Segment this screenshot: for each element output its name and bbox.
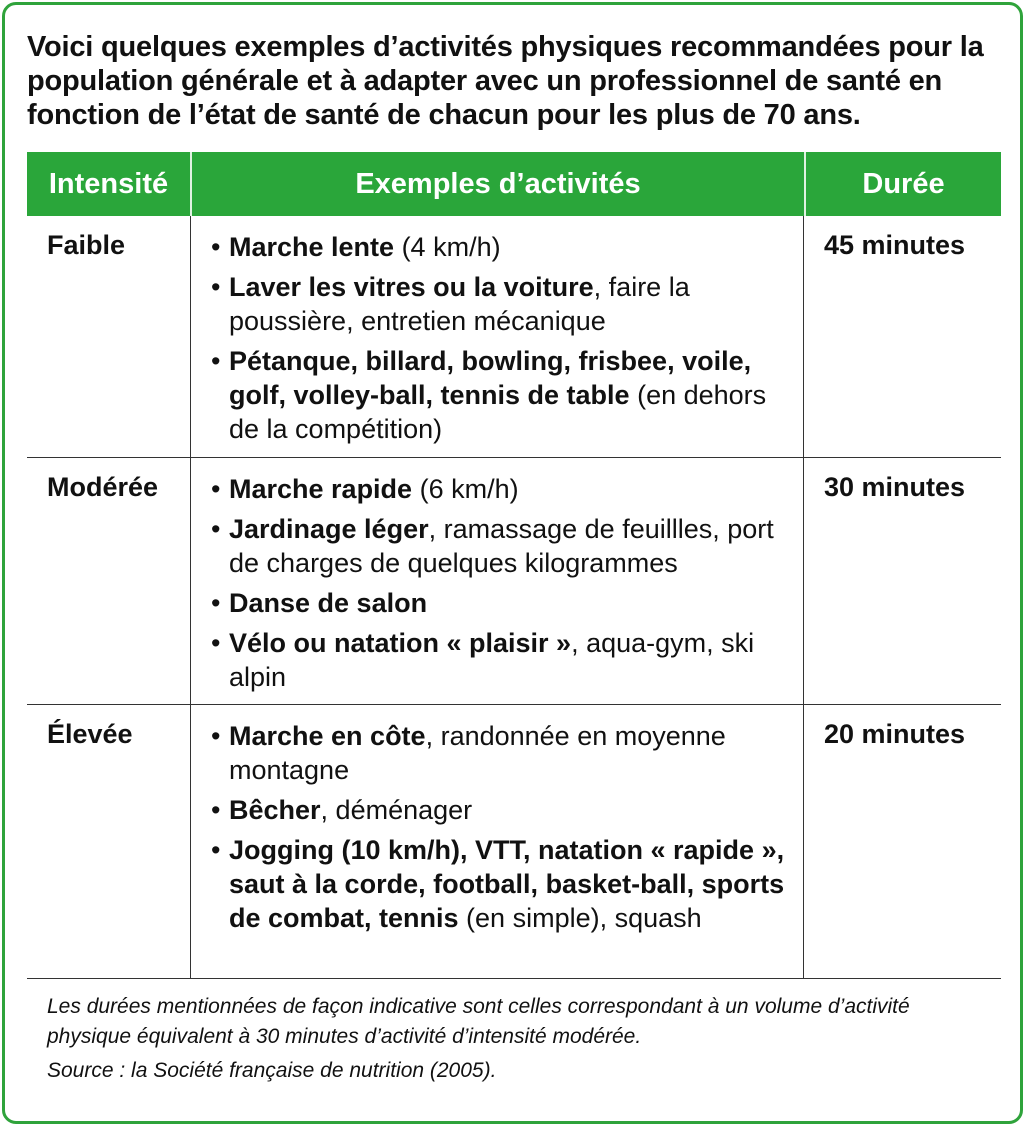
list-item — [209, 230, 797, 264]
intensity-cell: Faible — [47, 230, 126, 260]
intensity-cell: Modérée — [47, 472, 159, 502]
list-item — [209, 719, 797, 787]
intro-text: Voici quelques exemples d’activités physiques recommandées pour la population générale et à adapter avec un professionnel de santé en fonction de l’état de santé de chacun pour les plus de 70 ans. — [27, 31, 984, 131]
activities-list — [209, 472, 797, 694]
header-duration: Durée — [804, 152, 1001, 216]
list-item — [209, 512, 797, 580]
footnote: Les durées mentionnées de façon indicative sont celles correspondant à un volume d’activité physique équivalent à 30 minutes d’activité d’intensité modérée. — [47, 995, 910, 1048]
activity-main: Jardinage léger — [229, 514, 429, 544]
list-item — [209, 793, 797, 827]
table-row — [27, 216, 1001, 458]
list-item — [209, 626, 797, 694]
activity-detail: (en dehors de la compétition) — [229, 380, 767, 444]
table-row — [27, 705, 1001, 979]
activity-main: Bêcher — [229, 795, 321, 825]
activity-detail: , ramassage de feuillles, port de charges de quelques kilogrammes — [229, 514, 774, 578]
activity-main: Marche rapide — [229, 474, 413, 504]
header-activities: Exemples d’activités — [190, 152, 804, 216]
table-header — [27, 152, 1001, 216]
list-item — [209, 586, 797, 620]
activities-list — [209, 230, 797, 446]
activities-table — [27, 152, 1001, 979]
activity-detail: , déménager — [320, 795, 473, 825]
list-item — [209, 270, 797, 338]
activity-main: Marche en côte — [229, 721, 426, 751]
activity-main: Laver les vitres ou la voiture — [229, 272, 594, 302]
activity-main: Vélo ou natation « plaisir » — [229, 628, 572, 658]
activities-cell — [190, 705, 804, 978]
list-item — [209, 344, 797, 446]
duration-cell: 30 minutes — [824, 472, 966, 502]
activity-detail: , faire la poussière, entretien mécanique — [229, 272, 690, 336]
activity-main: Marche lente — [229, 232, 395, 262]
activity-main: Danse de salon — [229, 588, 428, 618]
activity-detail: (4 km/h) — [394, 232, 501, 262]
activity-main: Jogging (10 km/h), VTT, natation « rapide », saut à la corde, football, basket-ball, sports de combat, tennis — [229, 835, 785, 933]
list-item — [209, 833, 797, 935]
activities-cell — [190, 458, 804, 704]
table-row — [27, 458, 1001, 705]
source-citation: Source : la Société française de nutrition (2005). — [47, 1059, 497, 1082]
duration-cell: 20 minutes — [824, 719, 966, 749]
list-item — [209, 472, 797, 506]
duration-cell: 45 minutes — [824, 230, 966, 260]
activity-detail: (en simple), squash — [458, 903, 702, 933]
activity-detail: , aqua-gym, ski alpin — [229, 628, 755, 692]
header-intensity: Intensité — [48, 167, 169, 200]
activities-cell — [190, 216, 804, 457]
activity-detail: (6 km/h) — [412, 474, 519, 504]
activity-detail: , randonnée en moyenne montagne — [229, 721, 726, 785]
activity-main: Pétanque, billard, bowling, frisbee, voile, golf, volley-ball, tennis de table — [229, 346, 752, 410]
activities-list — [209, 719, 797, 935]
intensity-cell: Élevée — [47, 719, 133, 749]
